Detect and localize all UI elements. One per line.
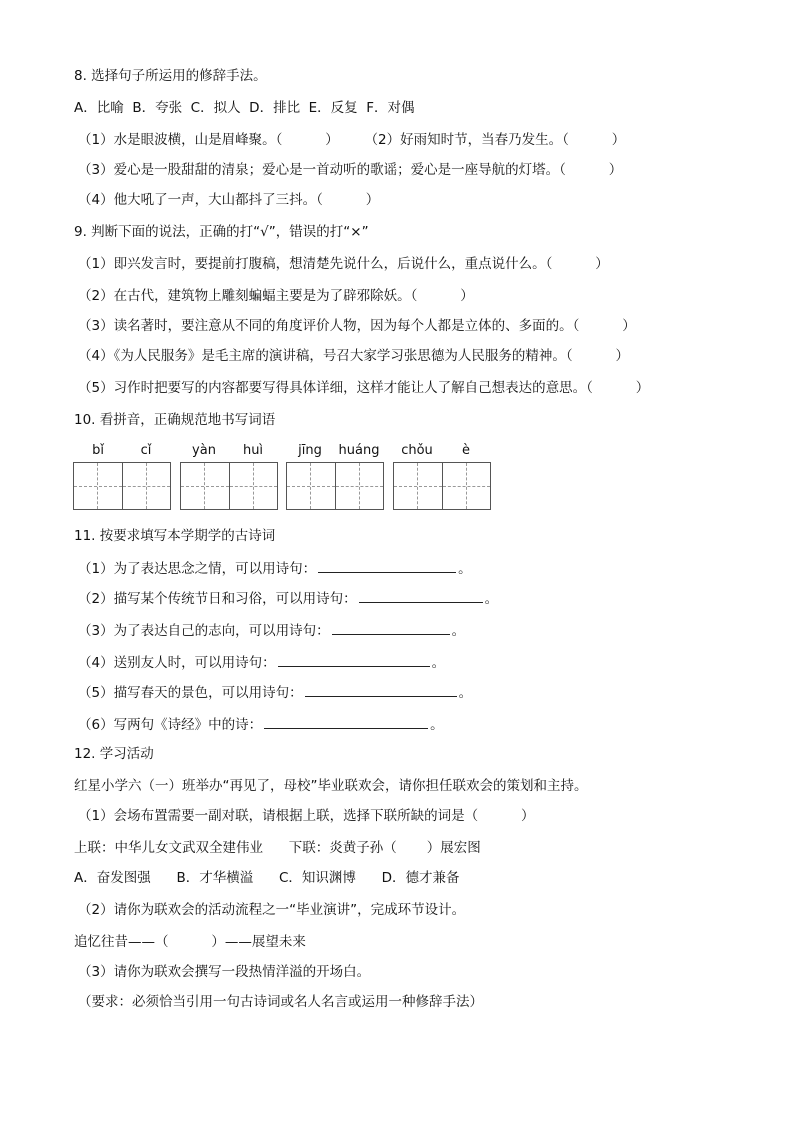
q8-item-4: （4）他大吼了一声，大山都抖了三抖。（ ） — [78, 192, 380, 208]
q10-title: 10. 看拼音，正确规范地书写词语 — [74, 412, 276, 428]
q12-title: 12. 学习活动 — [74, 746, 154, 762]
pinyin-label: cǐ — [140, 443, 152, 458]
q8-item-1-2: （1）水是眼波横，山是眉峰聚。（ ） （2）好雨知时节，当春乃发生。（ ） — [78, 132, 626, 148]
pinyin-label: è — [462, 443, 470, 458]
answer-blank[interactable] — [332, 620, 450, 635]
q12-item-2: （2）请你为联欢会的活动流程之一“毕业演讲”，完成环节设计。 — [78, 902, 466, 918]
q12-couplet: 上联：中华儿女文武双全建伟业 下联：炎黄子孙（ ）展宏图 — [74, 840, 481, 856]
writing-cell[interactable] — [442, 463, 490, 509]
writing-cell[interactable] — [181, 463, 229, 509]
q9-item-1: （1）即兴发言时，要提前打腹稿，想清楚先说什么，后说什么，重点说什么。（ ） — [78, 256, 609, 272]
q11-title: 11. 按要求填写本学期学的古诗词 — [74, 528, 276, 544]
end-mark: 。 — [431, 655, 446, 671]
writing-grid-2[interactable] — [180, 462, 278, 510]
q11-item-2 — [78, 588, 498, 609]
writing-cell[interactable] — [229, 463, 277, 509]
q11-item-1 — [78, 558, 472, 579]
writing-cell[interactable] — [122, 463, 170, 509]
pinyin-label: huì — [242, 443, 264, 458]
answer-blank[interactable] — [305, 682, 457, 697]
end-mark: 。 — [430, 717, 444, 733]
writing-grid-1[interactable] — [73, 462, 171, 510]
q11-item-5 — [78, 682, 472, 703]
q9-item-3: （3）读名著时，要注意从不同的角度评价人物，因为每个人都是立体的、多面的。（ ） — [78, 318, 636, 334]
q12-options: A．奋发图强 B．才华横溢 C．知识渊博 D．德才兼备 — [74, 870, 460, 886]
q11-item-3 — [78, 620, 465, 641]
pinyin-label: bǐ — [92, 443, 104, 458]
q11-item-6 — [78, 714, 444, 735]
writing-cell[interactable] — [394, 463, 442, 509]
q9-title: 9. 判断下面的说法，正确的打“√”，错误的打“×” — [74, 224, 369, 240]
q8-options: A．比喻 B．夸张 C．拟人 D．排比 E．反复 F．对偶 — [74, 100, 415, 116]
pinyin-label: chǒu — [401, 443, 433, 458]
q12-flow: 追忆往昔——（ ）——展望未来 — [74, 934, 306, 950]
q11-item-label: （4）送别友人时，可以用诗句： — [78, 655, 276, 671]
q9-item-2: （2）在古代，建筑物上雕刻蝙蝠主要是为了辟邪除妖。（ ） — [78, 288, 474, 304]
answer-blank[interactable] — [278, 652, 430, 667]
pinyin-label: yàn — [192, 443, 216, 458]
q12-item-3: （3）请你为联欢会撰写一段热情洋溢的开场白。 — [78, 964, 371, 980]
writing-cell[interactable] — [287, 463, 335, 509]
q9-item-4: （4）《为人民服务》是毛主席的演讲稿，号召大家学习张思德为人民服务的精神。（ ） — [78, 348, 630, 364]
writing-grid-4[interactable] — [393, 462, 491, 510]
end-mark: 。 — [458, 685, 473, 701]
end-mark: 。 — [484, 591, 499, 607]
answer-blank[interactable] — [264, 714, 428, 729]
writing-cell[interactable] — [74, 463, 122, 509]
writing-cell[interactable] — [335, 463, 383, 509]
q8-title: 8. 选择句子所运用的修辞手法。 — [74, 68, 267, 84]
q11-item-4 — [78, 652, 445, 673]
q11-item-label: （6）写两句《诗经》中的诗： — [78, 717, 263, 733]
answer-blank[interactable] — [318, 558, 456, 573]
q12-intro: 红星小学六（一）班举办“再见了，母校”毕业联欢会，请你担任联欢会的策划和主持。 — [74, 778, 588, 794]
writing-grid-3[interactable] — [286, 462, 384, 510]
q8-item-3: （3）爱心是一股甜甜的清泉；爱心是一首动听的歌谣；爱心是一座导航的灯塔。（ ） — [78, 162, 623, 178]
q11-item-label: （1）为了表达思念之情，可以用诗句： — [78, 561, 317, 577]
q9-item-5: （5）习作时把要写的内容都要写得具体详细，这样才能让人了解自己想表达的意思。（ ） — [78, 380, 650, 396]
q12-requirement: （要求：必须恰当引用一句古诗词或名人名言或运用一种修辞手法） — [78, 994, 483, 1010]
q11-item-label: （5）描写春天的景色，可以用诗句： — [78, 685, 303, 701]
q12-item-1: （1）会场布置需要一副对联，请根据上联，选择下联所缺的词是（ ） — [78, 808, 535, 824]
pinyin-label: jīng — [298, 443, 322, 458]
end-mark: 。 — [451, 623, 466, 639]
q11-item-label: （3）为了表达自己的志向，可以用诗句： — [78, 623, 330, 639]
pinyin-label: huáng — [338, 443, 380, 458]
end-mark: 。 — [458, 561, 472, 577]
answer-blank[interactable] — [359, 588, 483, 603]
q11-item-label: （2）描写某个传统节日和习俗，可以用诗句： — [78, 591, 357, 607]
